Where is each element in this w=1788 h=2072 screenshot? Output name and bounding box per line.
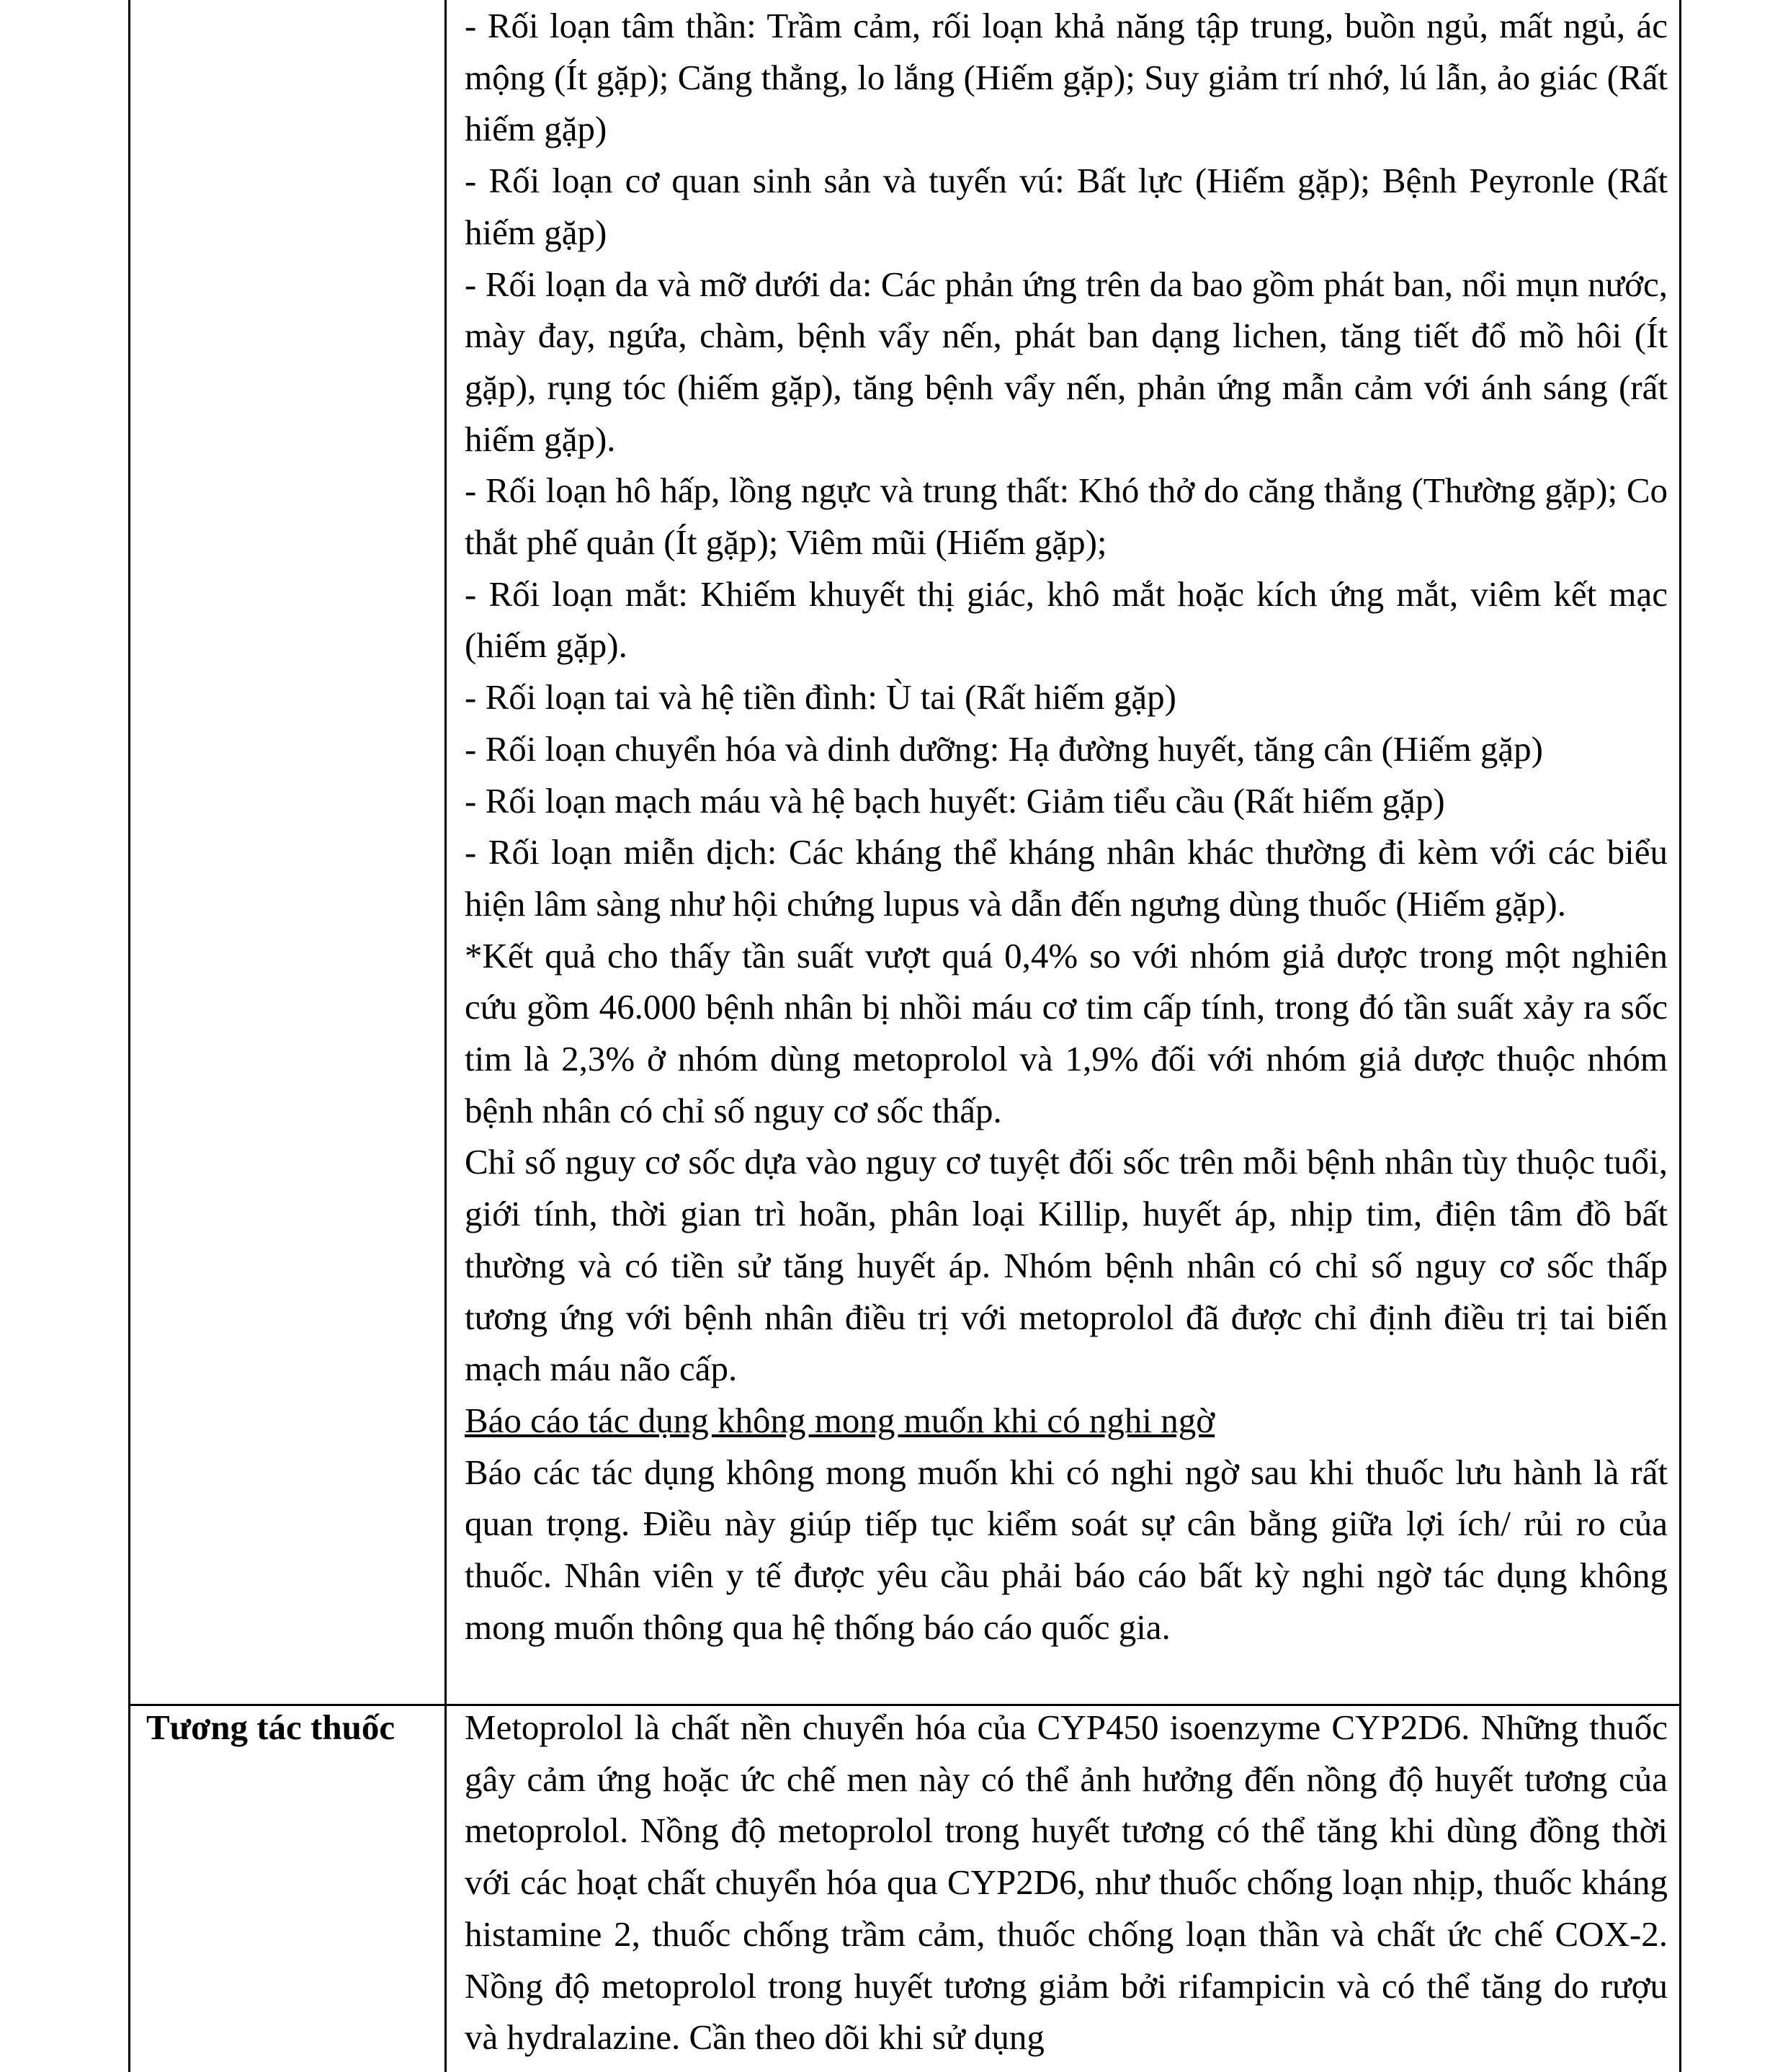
adverse-effect-vascular: - Rối loạn mạch máu và hệ bạch huyết: Giảm tiểu cầu (Rất hiếm gặp) <box>465 780 1445 821</box>
adverse-effect-respiratory: - Rối loạn hô hấp, lồng ngực và trung thất: Khó thở do căng thẳng (Thường gặp); Co thắt phế quản (Ít gặp); Viêm mũi (Hiếm gặp); <box>465 470 1668 563</box>
interactions-text: Metoprolol là chất nền chuyển hóa của CYP450 isoenzyme CYP2D6. Những thuốc gây cảm ứng hoặc ức chế men này có thể ảnh hưởng đến nồng độ huyết tương của metoprolol. Nồng độ metoprolol trong huyết tương có thể tăng khi dùng đồng thời với các hoạt chất chuyển hóa qua CYP2D6, như thuốc chống loạn nhịp, thuốc kháng histamine 2, thuốc chống trầm cảm, thuốc chống loạn thần và chất ức chế COX-2. Nồng độ metoprolol trong huyết tương giảm bởi rifampicin và có thể tăng do rượu và hydralazine. Cần theo dõi khi sử dụng <box>465 1707 1668 2058</box>
report-text: Báo các tác dụng không mong muốn khi có nghi ngờ sau khi thuốc lưu hành là rất quan trọng. Điều này giúp tiếp tục kiểm soát sự cân bằng giữa lợi ích/ rủi ro của thuốc. Nhân viên y tế được yêu cầu phải báo cáo bất kỳ nghi ngờ tác dụng không mong muốn thông qua hệ thống báo cáo quốc gia. <box>465 1452 1668 1647</box>
adverse-effect-eye: - Rối loạn mắt: Khiếm khuyết thị giác, khô mắt hoặc kích ứng mắt, viêm kết mạc (hiếm gặp). <box>465 573 1668 666</box>
shock-risk-index-note: Chỉ số nguy cơ sốc dựa vào nguy cơ tuyệt đối sốc trên mỗi bệnh nhân tùy thuộc tuổi, giới tính, thời gian trì hoãn, phân loại Killip, huyết áp, nhịp tim, điện tâm đồ bất thường và có tiền sử tăng huyết áp. Nhóm bệnh nhân có chỉ số nguy cơ sốc thấp tương ứng với bệnh nhân điều trị với metoprolol đã được chỉ định điều trị tai biến mạch máu não cấp. <box>465 1142 1668 1389</box>
adverse-effect-reproductive: - Rối loạn cơ quan sinh sản và tuyến vú: Bất lực (Hiếm gặp); Bệnh Peyronle (Rất hiếm gặp) <box>465 161 1668 252</box>
adverse-effect-metabolic: - Rối loạn chuyển hóa và dinh dưỡng: Hạ đường huyết, tăng cân (Hiếm gặp) <box>465 728 1543 769</box>
adverse-effect-ear: - Rối loạn tai và hệ tiền đình: Ù tai (Rất hiếm gặp) <box>465 677 1176 718</box>
column-divider <box>444 0 447 2072</box>
adverse-effect-psychiatric: - Rối loạn tâm thần: Trầm cảm, rối loạn khả năng tập trung, buồn ngủ, mất ngủ, ác mộng (Ít gặp); Căng thẳng, lo lắng (Hiếm gặp); Suy giảm trí nhớ, lú lẫn, ảo giác (Rất hiếm gặp) <box>465 6 1668 149</box>
interactions-cell <box>465 1702 1668 2063</box>
adverse-effect-skin: - Rối loạn da và mỡ dưới da: Các phản ứng trên da bao gồm phát ban, nổi mụn nước, mày đay, ngứa, chàm, bệnh vẩy nến, phát ban dạng lichen, tăng tiết đổ mồ hôi (Ít gặp), rụng tóc (hiếm gặp), tăng bệnh vẩy nến, phản ứng mẫn cảm với ánh sáng (rất hiếm gặp). <box>465 264 1668 459</box>
interactions-label: Tương tác thuốc <box>146 1707 395 1747</box>
footnote-shock-frequency: *Kết quả cho thấy tần suất vượt quá 0,4% so với nhóm giả dược trong một nghiên cứu gồm 46.000 bệnh nhân bị nhồi máu cơ tim cấp tính, trong đó tần suất xảy ra sốc tim là 2,3% ở nhóm dùng metoprolol và 1,9% đối với nhóm giả dược thuộc nhóm bệnh nhân có chỉ số nguy cơ sốc thấp. <box>465 935 1668 1130</box>
drug-info-table <box>128 0 1681 2072</box>
report-heading: Báo cáo tác dụng không mong muốn khi có nghi ngờ <box>465 1400 1215 1440</box>
adverse-effects-cell <box>465 0 1668 1653</box>
adverse-effect-immune: - Rối loạn miễn dịch: Các kháng thể kháng nhân khác thường đi kèm với các biểu hiện lâm sàng như hội chứng lupus và dẫn đến ngưng dùng thuốc (Hiếm gặp). <box>465 832 1668 924</box>
